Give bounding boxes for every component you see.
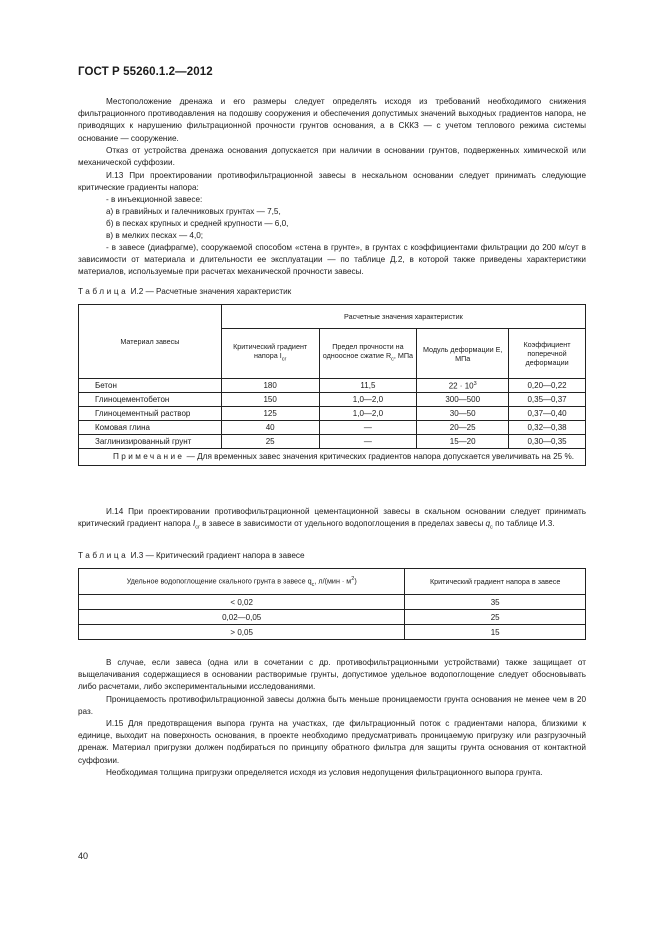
cell-strength xyxy=(319,379,417,393)
list-item-coarse-sand: б) в песках крупных и средней крупности — 6,0, xyxy=(106,219,289,228)
cell-coef-text: 0,32—0,38 xyxy=(527,423,567,432)
cell-material xyxy=(79,407,222,421)
paragraph-i13: И.13 При проектировании противофильтрационной завесы в нескальном основании следует принимать следующие критические градиенты напора: xyxy=(78,171,586,193)
table2-header-col1-text: Удельное водопоглощение скального грунта в завесе q xyxy=(126,575,312,585)
table1-header-strength-sub: c xyxy=(391,356,394,363)
cell-modulus-text: 300—500 xyxy=(445,395,481,404)
table2-header-col1-sup: 2 xyxy=(351,575,355,582)
cell-gradient: 25 xyxy=(405,610,586,625)
table1-header-material: Материал завесы xyxy=(79,305,222,379)
table1-header-group: Расчетные значения характеристик xyxy=(221,305,585,329)
table-row xyxy=(79,610,586,625)
cell-coef-text: 0,30—0,35 xyxy=(527,437,567,446)
cell-water-absorption: > 0,05 xyxy=(79,625,405,640)
table2-header-gradient: Критический градиент напора в завесе xyxy=(405,569,586,595)
table1-header-coef: Коэффициент поперечной деформации xyxy=(509,329,586,379)
table2-caption xyxy=(78,551,305,560)
cell-material xyxy=(79,421,222,435)
table-row xyxy=(79,421,586,435)
paragraph-i14 xyxy=(78,506,586,534)
table1-caption-word: Таблица xyxy=(78,287,129,296)
table1-header-strength-unit: , МПа xyxy=(393,351,414,361)
symbol-i-sub: cr xyxy=(195,524,200,531)
cell-modulus-sup: 3 xyxy=(473,380,477,387)
table-row xyxy=(79,625,586,640)
table1-header-strength-text: Предел прочности на одноосное сжатие R xyxy=(322,342,404,361)
cell-gradient-text: 150 xyxy=(263,395,277,404)
table1-header-gradient xyxy=(221,329,319,379)
paragraph-permeability: Проницаемость противофильтрационной завесы должна быть меньше проницаемости грунта основания не менее чем в 20 раз. xyxy=(78,695,586,717)
cell-coef-text: 0,20—0,22 xyxy=(527,381,567,390)
symbol-i: I xyxy=(192,519,196,529)
table-row xyxy=(79,379,586,393)
table2-header-col1-sub: c xyxy=(311,581,315,588)
cell-modulus-text: 20—25 xyxy=(449,423,476,432)
paragraph-soluble-soils: В случае, если завеса (одна или в сочетании с др. противофильтрационными устройствами) также защищает от выщелачивания содержащиеся в основании растворимые грунты, допустимое удельное водопоглощение следует обосновывать либо расчетами, либо экспериментальными исследованиями. xyxy=(78,658,586,692)
paragraph-i14-part2: в завесе в зависимости от удельного водопоглощения в пределах завесы xyxy=(199,519,486,529)
table2-header-col1-unit: , л/(мин · м xyxy=(314,575,352,585)
cell-material-text: Заглинизированный грунт xyxy=(95,437,192,446)
cell-modulus xyxy=(417,379,509,393)
table2-caption-word: Таблица xyxy=(78,551,129,560)
cell-strength xyxy=(319,435,417,449)
cell-water-absorption: < 0,02 xyxy=(79,595,405,610)
cell-strength xyxy=(319,421,417,435)
cell-strength-text: — xyxy=(363,423,372,432)
table2-header-col1-close: ) xyxy=(354,575,357,585)
cell-water-absorption: 0,02—0,05 xyxy=(79,610,405,625)
document-header: ГОСТ Р 55260.1.2—2012 xyxy=(78,66,213,78)
table1-header-gradient-text: Критический градиент напора I xyxy=(233,342,308,361)
cell-strength-text: 11,5 xyxy=(360,381,376,390)
cell-modulus-text: 22 · 10 xyxy=(448,381,474,391)
cell-material xyxy=(79,379,222,393)
table1-header-gradient-sub: cr xyxy=(281,356,287,363)
table1-header-modulus: Модуль деформации E, МПа xyxy=(417,329,509,379)
cell-gradient: 35 xyxy=(405,595,586,610)
cell-material xyxy=(79,435,222,449)
cell-coef-text: 0,37—0,40 xyxy=(527,409,567,418)
symbol-q-sub: c xyxy=(490,524,493,531)
paragraph-i14-part3: по таблице И.3. xyxy=(492,519,555,529)
cell-strength-text: — xyxy=(363,437,372,446)
list-item-injection: - в инъекционной завесе: xyxy=(106,195,203,204)
cell-gradient-text: 25 xyxy=(265,437,275,446)
table-design-values xyxy=(78,304,586,466)
paragraph-drainage-location: Местоположение дренажа и его размеры следует определять исходя из требований необходимого снижения фильтрационного противодавления на подошву сооружения и обеспечения допустимых значений выходных градиентов напора, не приводящих к нарушению фильтрационной прочности грунтов основания, а в СККЗ — с учетом теплового режима системы основание — сооружение. xyxy=(78,97,586,143)
cell-material-text: Бетон xyxy=(95,381,117,390)
cell-gradient-text: 180 xyxy=(263,381,277,390)
table1-header-strength xyxy=(319,329,417,379)
table1-note xyxy=(79,449,586,466)
list-item-gravel: а) в гравийных и галечниковых грунтах — 7,5, xyxy=(106,207,281,216)
cell-modulus xyxy=(417,393,509,407)
cell-gradient-text: 40 xyxy=(265,423,275,432)
table-row xyxy=(79,393,586,407)
cell-coef xyxy=(509,435,586,449)
cell-material-text: Глиноцементный раствор xyxy=(95,409,191,418)
cell-material-text: Комовая глина xyxy=(95,423,150,432)
cell-modulus xyxy=(417,421,509,435)
cell-strength xyxy=(319,393,417,407)
cell-gradient xyxy=(221,435,319,449)
table-row xyxy=(79,595,586,610)
cell-material-text: Глиноцементобетон xyxy=(95,395,170,404)
cell-gradient: 15 xyxy=(405,625,586,640)
cell-coef-text: 0,35—0,37 xyxy=(527,395,567,404)
cell-gradient-text: 125 xyxy=(263,409,277,418)
cell-coef xyxy=(509,421,586,435)
list-item-fine-sand: в) в мелких песках — 4,0; xyxy=(106,231,204,240)
cell-gradient xyxy=(221,393,319,407)
symbol-q: q xyxy=(485,519,491,529)
cell-modulus-text: 30—50 xyxy=(449,409,476,418)
page-number: 40 xyxy=(78,851,89,861)
cell-modulus xyxy=(417,435,509,449)
cell-strength xyxy=(319,407,417,421)
cell-coef xyxy=(509,379,586,393)
cell-gradient xyxy=(221,421,319,435)
cell-modulus-text: 15—20 xyxy=(449,437,476,446)
paragraph-i14-part1: И.14 При проектировании противофильтрационной цементационной завесы в скальном основании следует принимать критический градиент напора xyxy=(78,507,586,529)
paragraph-drainage-refusal: Отказ от устройства дренажа основания допускается при наличии в основании грунтов, подверженных химической или механической суффозии. xyxy=(78,146,586,168)
table1-caption xyxy=(78,287,291,296)
table1-caption-text: И.2 — Расчетные значения характеристик xyxy=(128,287,292,296)
cell-strength-text: 1,0—2,0 xyxy=(352,409,384,418)
cell-coef xyxy=(509,407,586,421)
paragraph-load-thickness: Необходимая толщина пригрузки определяется исходя из условия недопущения фильтрационного выпора грунта. xyxy=(106,768,543,777)
cell-gradient xyxy=(221,379,319,393)
table1-note-text: — Для временных завес значения критических градиентов напора допускается увеличивать на 25 %. xyxy=(184,452,575,461)
cell-gradient xyxy=(221,407,319,421)
cell-modulus xyxy=(417,407,509,421)
cell-coef xyxy=(509,393,586,407)
cell-strength-text: 1,0—2,0 xyxy=(352,395,384,404)
table-row xyxy=(79,435,586,449)
table1-note-word: Примечание xyxy=(113,452,185,461)
table-critical-gradient xyxy=(78,568,586,640)
table2-caption-text: И.3 — Критический градиент напора в завесе xyxy=(128,551,305,560)
list-item-diaphragm: - в завесе (диафрагме), сооружаемой способом «стена в грунте», в грунтах с коэффициентами фильтрации до 200 м/сут в зависимости от материала и длительности ее эксплуатации — по таблице Д.2, в которой также приведены характеристики материалов, используемые при расчетах механической прочности завесы. xyxy=(78,243,586,277)
cell-material xyxy=(79,393,222,407)
paragraph-i15: И.15 Для предотвращения выпора грунта на участках, где фильтрационный поток с градиентами напора, близкими к единице, выходит на поверхность основания, в проекте необходимо предусматривать проницаемую пригрузку или разгрузочный дренаж. Материал пригрузки должен подбираться по принципу обратного фильтра для защиты грунта основания от контактной суффозии. xyxy=(78,719,586,765)
table-row xyxy=(79,407,586,421)
table2-header-water-absorption xyxy=(79,569,405,595)
